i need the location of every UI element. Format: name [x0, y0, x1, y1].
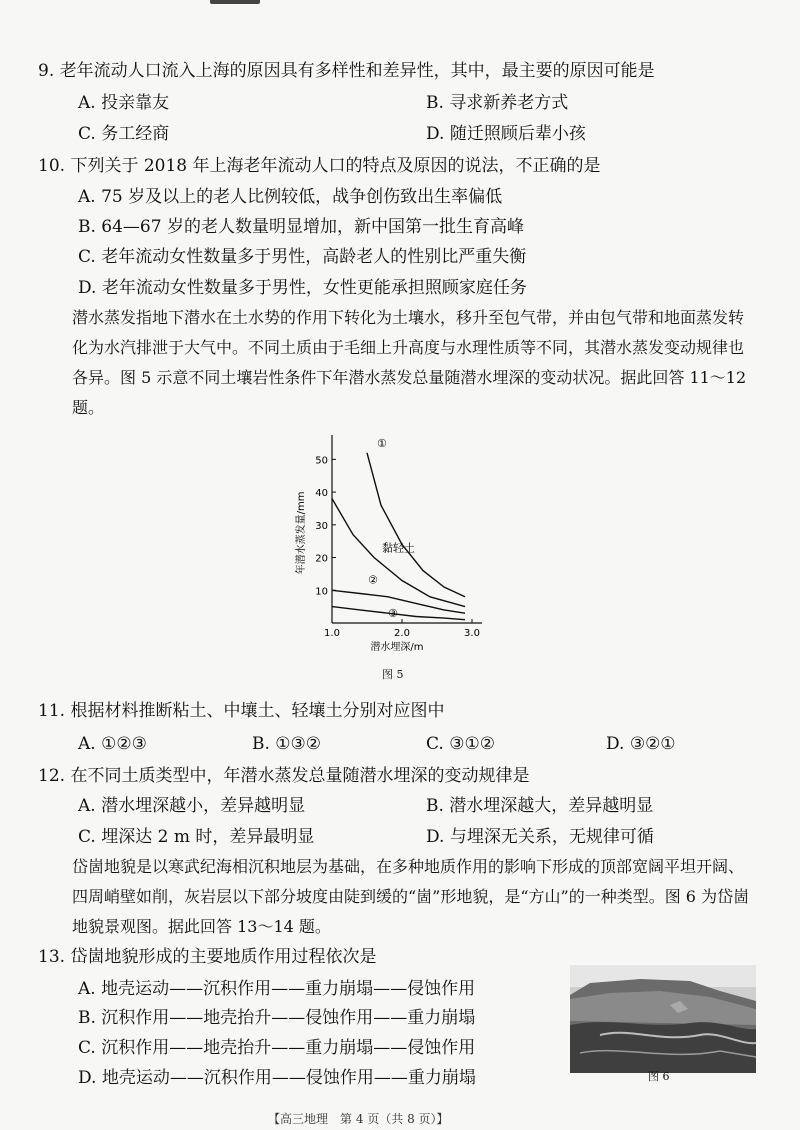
question-11-option-b[interactable]: B. ①③② — [252, 734, 322, 754]
question-11-option-a[interactable]: A. ①②③ — [78, 734, 147, 754]
x-tick-label: 2.0 — [394, 628, 410, 639]
series-label-3: ② — [368, 573, 378, 587]
figure-5-caption: 图 5 — [382, 668, 404, 681]
x-tick-label: 1.0 — [324, 628, 340, 639]
question-11-option-c[interactable]: C. ③①② — [426, 734, 495, 754]
question-11-option-d[interactable]: D. ③②① — [606, 734, 676, 754]
y-tick-label: 50 — [315, 455, 328, 467]
question-12-option-b[interactable]: B. 潜水埋深越大，差异越明显 — [426, 796, 654, 816]
question-12-option-a[interactable]: A. 潜水埋深越小，差异越明显 — [78, 796, 306, 816]
page-footer: 【高三地理 第 4 页（共 8 页）】 — [268, 1112, 449, 1126]
passage-2-text: 岱崮地貌是以寒武纪海相沉积地层为基础，在多种地质作用的影响下形成的顶部宽阔平坦开阔、四周峭壁如削，灰岩层以下部分坡度由陡到缓的“崮”形地貌，是“方山”的一种类型。图 6 为岱崮地貌景观图。据此回答 13～14 题。 — [72, 857, 750, 936]
question-9-option-d[interactable]: D. 随迁照顾后辈小孩 — [426, 124, 586, 144]
passage-groundwater-evaporation — [72, 303, 752, 423]
figure-6-caption: 图 6 — [648, 1070, 670, 1083]
y-tick-label: 30 — [315, 520, 328, 532]
y-tick-label: 20 — [315, 553, 328, 565]
passage-daigu-landform — [72, 852, 752, 942]
series-line-4 — [332, 607, 465, 620]
question-13-stem: 13. 岱崮地貌形成的主要地质作用过程依次是 — [38, 947, 377, 967]
question-13-option-b[interactable]: B. 沉积作用——地壳抬升——侵蚀作用——重力崩塌 — [78, 1008, 476, 1028]
y-axis-label: 年潜水蒸发量/mm — [296, 491, 307, 575]
figure-6-landscape-photo — [570, 965, 756, 1073]
series-line-3 — [332, 590, 465, 613]
series-line-1 — [367, 453, 465, 597]
question-9-option-a[interactable]: A. 投亲靠友 — [78, 93, 170, 113]
mesa-landscape-illustration — [570, 965, 756, 1073]
x-axis-label: 潜水埋深/m — [370, 642, 424, 653]
chart-series — [332, 453, 465, 620]
x-tick-label: 3.0 — [464, 628, 480, 639]
question-12-option-d[interactable]: D. 与埋深无关系，无规律可循 — [426, 827, 654, 847]
question-13-option-a[interactable]: A. 地壳运动——沉积作用——重力崩塌——侵蚀作用 — [78, 979, 476, 999]
question-13-option-d[interactable]: D. 地壳运动——沉积作用——侵蚀作用——重力崩塌 — [78, 1068, 476, 1088]
question-12-option-c[interactable]: C. 埋深达 2 m 时，差异最明显 — [78, 827, 315, 847]
series-label-1: ① — [377, 436, 387, 450]
series-label-2: 黏轻土 — [382, 541, 415, 555]
figure-5-chart — [290, 428, 500, 658]
question-9-option-b[interactable]: B. 寻求新养老方式 — [426, 93, 569, 113]
question-13-option-c[interactable]: C. 沉积作用——地壳抬升——重力崩塌——侵蚀作用 — [78, 1038, 476, 1058]
passage-1-text: 潜水蒸发指地下潜水在土水势的作用下转化为土壤水，移升至包气带，并由包气带和地面蒸发转化为水汽排泄于大气中。不同土质由于毛细上升高度与水理性质等不同，其潜水蒸发变动规律也各异。图 5 示意不同土壤岩性条件下年潜水蒸发总量随潜水埋深的变动状况。据此回答 11～12 题。 — [72, 308, 747, 417]
question-9-stem: 9. 老年流动人口流入上海的原因具有多样性和差异性，其中，最主要的原因可能是 — [38, 61, 655, 81]
chart-labels — [294, 437, 424, 653]
question-11-stem: 11. 根据材料推断粘土、中壤土、轻壤土分别对应图中 — [38, 701, 445, 721]
question-10-stem: 10. 下列关于 2018 年上海老年流动人口的特点及原因的说法，不正确的是 — [38, 156, 601, 176]
top-edge-mark — [210, 0, 260, 4]
y-tick-label: 40 — [315, 488, 328, 500]
question-10-option-a[interactable]: A. 75 岁及以上的老人比例较低，战争创伤致出生率偏低 — [78, 187, 503, 207]
question-10-option-d[interactable]: D. 老年流动女性数量多于男性，女性更能承担照顾家庭任务 — [78, 278, 527, 298]
y-tick-label: 10 — [315, 586, 328, 598]
question-12-stem: 12. 在不同土质类型中，年潜水蒸发总量随潜水埋深的变动规律是 — [38, 766, 530, 786]
question-10-option-b[interactable]: B. 64—67 岁的老人数量明显增加，新中国第一批生育高峰 — [78, 217, 524, 237]
series-label-4: ③ — [388, 607, 398, 621]
question-9-option-c[interactable]: C. 务工经商 — [78, 124, 170, 144]
question-10-option-c[interactable]: C. 老年流动女性数量多于男性，高龄老人的性别比严重失衡 — [78, 247, 527, 267]
